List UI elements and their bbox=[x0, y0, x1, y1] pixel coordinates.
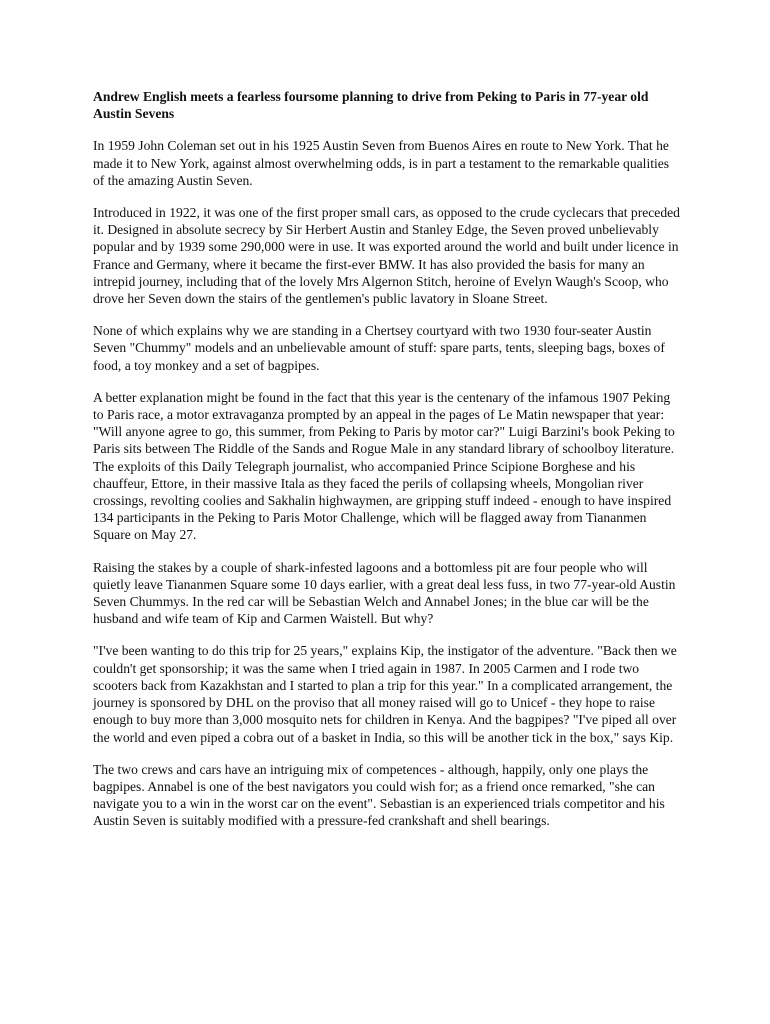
article-paragraph: A better explanation might be found in the fact that this year is the centenary of the infamous 1907 Peking to Paris race, a motor extravaganza prompted by an appeal in the pages of Le Matin newspaper that year: "Will anyone agree to go, this summer, from Peking to Paris by motor car?" Luigi Barzini's book Peking to Paris sits between The Riddle of the Sands and Rogue Male in any standard library of schoolboy literature. The exploits of this Daily Telegraph journalist, who accompanied Prince Scipione Borghese and his chauffeur, Ettore, in their massive Itala as they faced the perils of collapsing wheels, Mongolian river crossings, revolting coolies and Sakhalin highwaymen, are gripping stuff indeed - enough to have inspired 134 participants in the Peking to Paris Motor Challenge, which will be flagged away from Tiananmen Square on May 27. bbox=[93, 389, 675, 543]
article bbox=[93, 88, 683, 845]
article-paragraph: None of which explains why we are standing in a Chertsey courtyard with two 1930 four-seater Austin Seven "Chummy" models and an unbelievable amount of stuff: spare parts, tents, sleeping bags, boxes of food, a toy monkey and a set of bagpipes. bbox=[93, 323, 665, 373]
article-paragraph: In 1959 John Coleman set out in his 1925 Austin Seven from Buenos Aires en route to New York. That he made it to New York, against almost overwhelming odds, is in part a testament to the remarkable qualities of the amazing Austin Seven. bbox=[93, 138, 670, 188]
article-paragraph: Introduced in 1922, it was one of the first proper small cars, as opposed to the crude cyclecars that preceded it. Designed in absolute secrecy by Sir Herbert Austin and Stanley Edge, the Seven proved unbelievably popular and by 1939 some 290,000 were in use. It was exported around the world and built under licence in France and Germany, where it became the first-ever BMW. It has also provided the basis for many an intrepid journey, including that of the lovely Mrs Algernon Stitch, heroine of Evelyn Waugh's Scoop, who drove her Seven down the stairs of the gentlemen's public lavatory in Sloane Street. bbox=[93, 205, 680, 307]
article-headline: Andrew English meets a fearless foursome planning to drive from Peking to Paris in 77-year old Austin Sevens bbox=[93, 89, 649, 122]
article-paragraph: "I've been wanting to do this trip for 25 years," explains Kip, the instigator of the adventure. "Back then we couldn't get sponsorship; it was the same when I tried again in 1987. In 2005 Carmen and I rode two scooters back from Kazakhstan and I started to plan a trip for this year." In a complicated arrangement, the journey is sponsored by DHL on the proviso that all money raised will go to Unicef - they hope to raise enough to buy more than 3,000 mosquito nets for children in Kenya. And the bagpipes? "I've piped all over the world and even piped a cobra out of a basket in India, so this will be another tick in the box," says Kip. bbox=[93, 643, 677, 745]
article-paragraph: Raising the stakes by a couple of shark-infested lagoons and a bottomless pit are four people who will quietly leave Tiananmen Square some 10 days earlier, with a great deal less fuss, in two 77-year-old Austin Seven Chummys. In the red car will be Sebastian Welch and Annabel Jones; in the blue car will be the husband and wife team of Kip and Carmen Waistell. But why? bbox=[93, 559, 676, 627]
article-paragraph: The two crews and cars have an intriguing mix of competences - although, happily, only one plays the bagpipes. Annabel is one of the best navigators you could wish for; as a friend once remarked, "she can navigate you to a win in the worst car on the event". Sebastian is an experienced trials competitor and his Austin Seven is suitably modified with a pressure-fed crankshaft and shell bearings. bbox=[93, 761, 665, 829]
